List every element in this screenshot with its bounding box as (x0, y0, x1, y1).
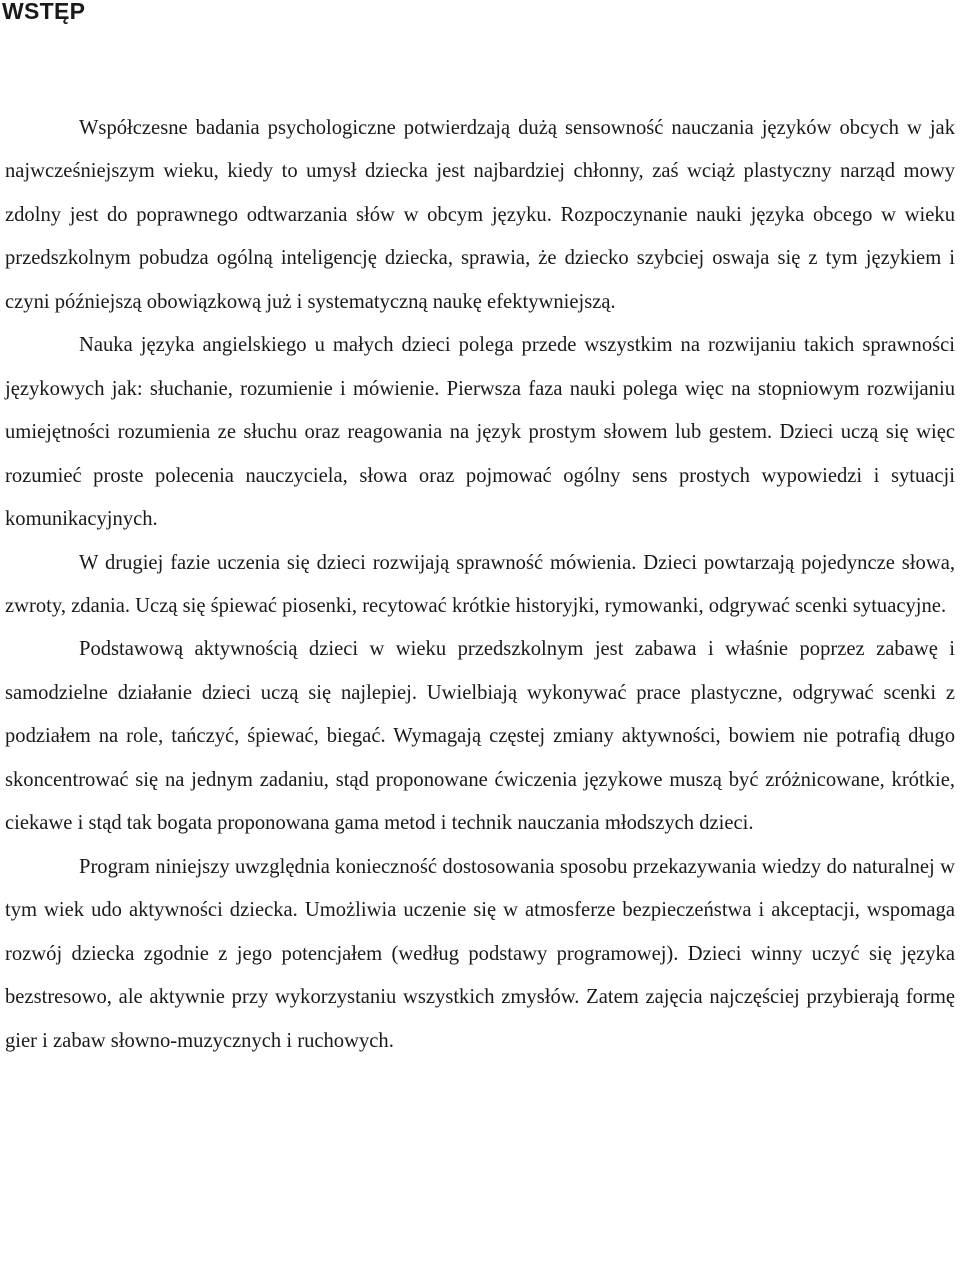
paragraph-listening-phase: Nauka języka angielskiego u małych dzieci polega przede wszystkim na rozwijaniu takich sprawności językowych jak: słuchanie, rozumienie i mówienie. Pierwsza faza nauki polega więc na stopniowym rozwijaniu umiejętności rozumienia ze słuchu oraz reagowania na język prostym słowem lub gestem. Dzieci uczą się więc rozumieć proste polecenia nauczyciela, słowa oraz pojmować ogólny sens prostych wypowiedzi i sytuacji komunikacyjnych. (5, 334, 955, 531)
body-text (5, 107, 955, 1063)
paragraph-program: Program niniejszy uwzględnia konieczność dostosowania sposobu przekazywania wiedzy do naturalnej w tym wiek udo aktywności dziecka. Umożliwia uczenie się w atmosferze bezpieczeństwa i akceptacji, wspomaga rozwój dziecka zgodnie z jego potencjałem (według podstawy programowej). Dzieci winny uczyć się języka bezstresowo, ale aktywnie przy wykorzystaniu wszystkich zmysłów. Zatem zajęcia najczęściej przybierają formę gier i zabaw słowno-muzycznych i ruchowych. (5, 855, 955, 1052)
section-heading: WSTĘP (2, 0, 86, 24)
paragraph-intro: Współczesne badania psychologiczne potwierdzają dużą sensowność nauczania języków obcych w jak najwcześniejszym wieku, kiedy to umysł dziecka jest najbardziej chłonny, zaś wciąż plastyczny narząd mowy zdolny jest do poprawnego odtwarzania słów w obcym języku. Rozpoczynanie nauki języka obcego w wieku przedszkolnym pobudza ogólną inteligencję dziecka, sprawia, że dziecko szybciej oswaja się z tym językiem i czyni późniejszą obowiązkową już i systematyczną naukę efektywniejszą. (5, 117, 955, 313)
paragraph-play-activity: Podstawową aktywnością dzieci w wieku przedszkolnym jest zabawa i właśnie poprzez zabawę i samodzielne działanie dzieci uczą się najlepiej. Uwielbiają wykonywać prace plastyczne, odgrywać scenki z podziałem na role, tańczyć, śpiewać, biegać. Wymagają częstej zmiany aktywności, bowiem nie potrafią długo skoncentrować się na jednym zadaniu, stąd proponowane ćwiczenia językowe muszą być zróżnicowane, krótkie, ciekawe i stąd tak bogata proponowana gama metod i technik nauczania młodszych dzieci. (5, 638, 955, 835)
paragraph-speaking-phase: W drugiej fazie uczenia się dzieci rozwijają sprawność mówienia. Dzieci powtarzają pojedyncze słowa, zwroty, zdania. Uczą się śpiewać piosenki, recytować krótkie historyjki, rymowanki, odgrywać scenki sytuacyjne. (5, 551, 955, 617)
